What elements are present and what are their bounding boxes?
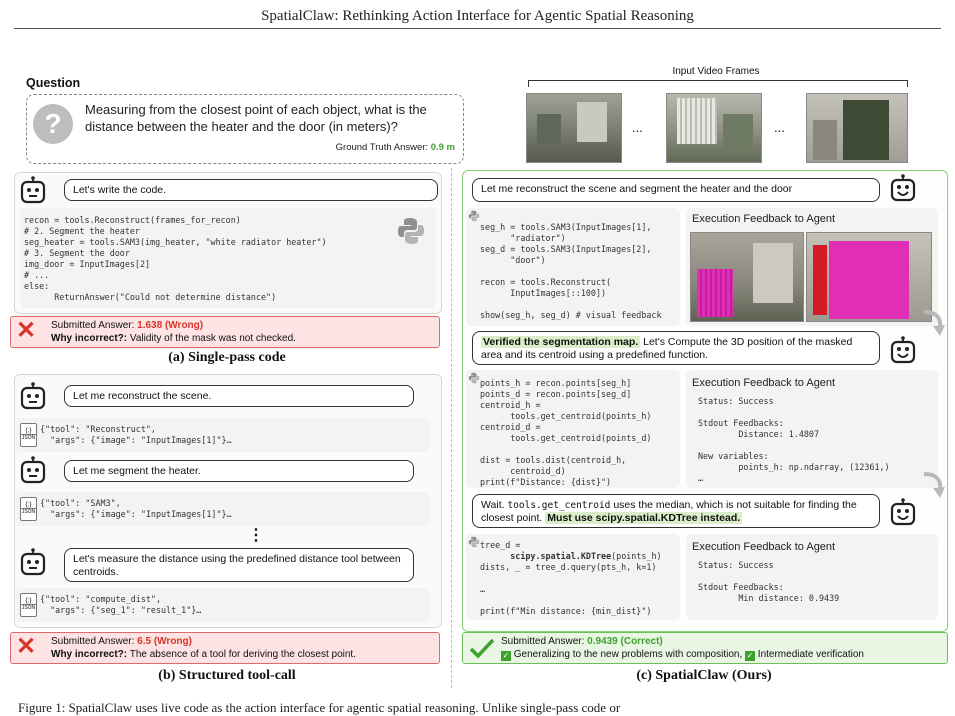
question-text: Measuring from the closest point of each object, what is the distance between the heater and the door (in meters)? xyxy=(85,102,427,134)
why-label: Why incorrect?: xyxy=(51,333,128,344)
cross-icon: ✕ xyxy=(16,317,37,344)
video-frame-1 xyxy=(526,93,622,163)
heater-mask xyxy=(697,269,733,317)
feedback-title: Execution Feedback to Agent xyxy=(692,541,836,553)
json-file-icon: {;} JSON xyxy=(20,593,37,617)
door-mask-edge xyxy=(813,245,827,315)
ground-truth-value: 0.9 m xyxy=(430,142,455,153)
code-block xyxy=(20,208,436,308)
feedback-title: Execution Feedback to Agent xyxy=(692,213,836,225)
check-icon xyxy=(469,637,495,659)
robot-happy-icon xyxy=(890,174,916,204)
robot-icon xyxy=(20,456,46,486)
json-text: {"tool": "compute_dist", "args": {"seg_1": "result_1"}… xyxy=(40,594,202,615)
video-frame-2 xyxy=(666,93,762,163)
video-label: Input Video Frames xyxy=(672,66,760,77)
answer-label: Submitted Answer: xyxy=(501,636,585,647)
bubble-code: tools.get_centroid xyxy=(507,500,611,511)
python-icon xyxy=(468,536,480,548)
feedback-text: Status: Success Stdout Feedbacks: Min distance: 0.9439 xyxy=(698,560,840,603)
code-text: seg_h = tools.SAM3(InputImages[1], "radiator") seg_d = tools.SAM3(InputImages[2], "door") recon = tools.Reconstruct( InputImages[::100]) show(seg_h, seg_d) # visual feedback xyxy=(480,222,662,320)
cross-icon: ✕ xyxy=(16,633,37,660)
answer-line xyxy=(51,636,192,648)
header-rule xyxy=(14,28,941,29)
answer-label: Submitted Answer: xyxy=(51,320,135,331)
video-ellipsis-2: ... xyxy=(774,120,785,135)
video-ellipsis-1: ... xyxy=(632,120,643,135)
checkbox-icon: ✓ xyxy=(746,651,754,660)
question-label: Question xyxy=(26,76,81,90)
answer-line xyxy=(51,320,203,332)
verified-highlight: Verified the segmentation map. xyxy=(483,336,639,348)
door-mask xyxy=(829,241,909,319)
robot-icon xyxy=(20,382,46,412)
why-label: Why incorrect?: xyxy=(51,649,128,660)
question-box xyxy=(26,94,464,164)
python-icon xyxy=(468,210,480,222)
answer-value: 0.9439 (Correct) xyxy=(587,636,663,647)
bubble-text: uses the median, which is not suitable for finding the closest point. xyxy=(481,499,857,524)
answer-label: Submitted Answer: xyxy=(51,636,135,647)
feedback-block xyxy=(686,370,938,488)
feedback-text: Status: Success Stdout Feedbacks: Distance: 1.4807 New variables: points_h: np.ndarray, (12361,) … xyxy=(698,396,890,483)
code-block xyxy=(466,370,680,488)
answer-value: 6.5 (Wrong) xyxy=(137,636,192,647)
video-frame-3 xyxy=(806,93,908,163)
ground-truth-label: Ground Truth Answer: xyxy=(335,142,429,153)
json-file-icon: {;} JSON xyxy=(20,497,37,521)
json-block xyxy=(16,588,430,622)
feedback-block xyxy=(686,208,938,326)
feedback-block xyxy=(686,534,938,620)
chat-bubble xyxy=(472,331,880,365)
vertical-ellipsis: ⋮ xyxy=(248,527,264,544)
answer-box-correct xyxy=(462,632,948,664)
json-block xyxy=(16,492,430,526)
why-line xyxy=(51,649,356,661)
bubble-text: Let's Compute the 3D position of the masked area and its centroid using a predefined function. xyxy=(481,336,853,361)
answer-value: 1.638 (Wrong) xyxy=(137,320,204,331)
chat-bubble: Let me reconstruct the scene. xyxy=(64,385,414,407)
json-text: {"tool": "SAM3", "args": {"image": "InputImages[1]"}… xyxy=(40,498,232,519)
bubble-text: Wait. xyxy=(481,499,508,511)
question-mark-icon: ? xyxy=(33,104,73,144)
answer-box-wrong xyxy=(10,316,440,348)
code-text: recon = tools.Reconstruct(frames_for_recon) # 2. Segment the heater seg_heater = tools.SAM3(img_heater, "white radiator heater") # 3. Segment the door img_door = InputImages[2] # ... else: ReturnAnswer("Could not determine distance") xyxy=(24,215,327,302)
paper-header: SpatialClaw: Rethinking Action Interface for Agentic Spatial Reasoning xyxy=(261,8,694,24)
robot-happy-icon xyxy=(890,336,916,366)
caption-b: (b) Structured tool-call xyxy=(158,668,296,683)
segmentation-heater-image xyxy=(690,232,804,322)
json-block xyxy=(16,418,430,452)
code-block xyxy=(466,534,680,620)
code-text: points_h = recon.points[seg_h] points_d = recon.points[seg_d] centroid_h = tools.get_centroid(points_h) centroid_d = tools.get_centroid(points_d) dist = tools.dist(centroid_h, centroid_d) print(f"Distance: {dist}") xyxy=(480,378,652,487)
loop-arrow-icon xyxy=(918,470,946,500)
robot-icon xyxy=(20,548,46,578)
benefit-composition: Generalizing to the new problems with composition, xyxy=(513,649,743,660)
kdtree-highlight: Must use scipy.spatial.KDTree instead. xyxy=(547,512,741,524)
ground-truth xyxy=(336,142,455,153)
python-icon xyxy=(396,216,426,246)
figure-caption: Figure 1: SpatialClaw uses live code as the action interface for agentic spatial reasoning. Unlike single-pass code or xyxy=(18,700,621,715)
segmentation-door-image xyxy=(806,232,932,322)
checkbox-icon: ✓ xyxy=(502,651,510,660)
why-text: Validity of the mask was not checked. xyxy=(129,333,296,344)
chat-bubble: Let me segment the heater. xyxy=(64,460,414,482)
json-text: {"tool": "Reconstruct", "args": {"image": "InputImages[1]"}… xyxy=(40,424,232,445)
caption-c: (c) SpatialClaw (Ours) xyxy=(636,668,772,683)
chat-bubble: Let's write the code. xyxy=(64,179,438,201)
chat-bubble xyxy=(472,494,880,528)
python-icon xyxy=(468,372,480,384)
robot-icon xyxy=(20,176,46,206)
panel-divider xyxy=(451,168,452,688)
json-file-icon: {;} JSON xyxy=(20,423,37,447)
benefits-line xyxy=(501,649,864,661)
answer-box-wrong xyxy=(10,632,440,664)
code-text: tree_d = scipy.spatial.KDTree(points_h) dists, _ = tree_d.query(pts_h, k=1) … print(f"Min distance: {min_dist}") xyxy=(480,540,662,616)
feedback-title: Execution Feedback to Agent xyxy=(692,377,836,389)
robot-happy-icon xyxy=(890,498,916,528)
caption-a: (a) Single-pass code xyxy=(168,350,286,365)
chat-bubble: Let's measure the distance using the predefined distance tool between centroids. xyxy=(64,548,414,582)
loop-arrow-icon xyxy=(918,308,946,338)
code-block xyxy=(466,208,680,326)
benefit-verification: Intermediate verification xyxy=(757,649,864,660)
video-bracket xyxy=(528,80,908,87)
why-line xyxy=(51,333,296,345)
chat-bubble: Let me reconstruct the scene and segment the heater and the door xyxy=(472,178,880,202)
answer-line xyxy=(501,636,663,648)
why-text: The absence of a tool for deriving the closest point. xyxy=(129,649,356,660)
